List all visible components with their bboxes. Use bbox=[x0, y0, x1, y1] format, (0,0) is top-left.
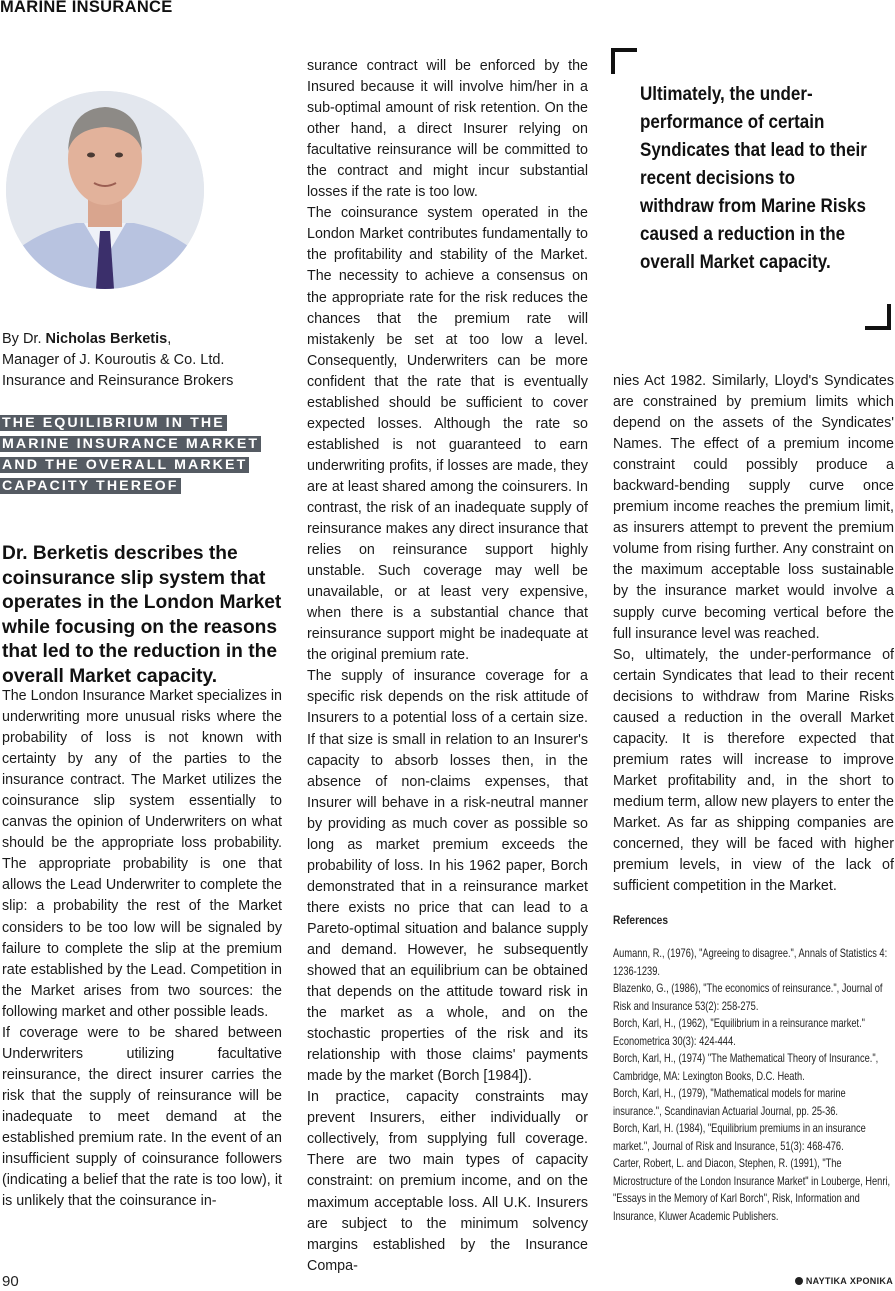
reference-item: Blazenko, G., (1986), "The economics of reinsurance.", Journal of Risk and Insurance 53(2): 258-275. bbox=[613, 982, 883, 1013]
author-role: Manager of J. Kouroutis & Co. Ltd. bbox=[2, 352, 225, 368]
page-number: 90 bbox=[2, 1273, 19, 1290]
reference-item: Borch, Karl, H., (1962), "Equilibrium in a reinsurance market." Econometrica 30(3): 424-444. bbox=[613, 1017, 865, 1048]
standfirst: Dr. Berketis describes the coinsurance slip system that operates in the London Market while focusing on the reasons that led to the reduction in the overall Market capacity. bbox=[2, 543, 282, 687]
reference-item: Borch, Karl, H., (1974) "The Mathematical Theory of Insurance.", Cambridge, MA: Lexington Books, D.C. Heath. bbox=[613, 1052, 879, 1083]
body-paragraph: nies Act 1982. Similarly, Lloyd's Syndicates are constrained by premium limits which depend on the assets of the Syndicates' Names. The effect of a premium income constraint could possibly produce a backward-bending supply curve once premium income reaches the premium limit, as insurers attempt to prevent the premium volume from rising further. Any constraint on the maximum acceptable loss sustainable by the insurance market would involve a supply curve becoming vertical before the full insurance level was reached. bbox=[613, 373, 894, 642]
section-heading-line: CAPACITY THEREOF bbox=[2, 478, 179, 494]
references bbox=[613, 913, 894, 1225]
reference-item: Aumann, R., (1976), "Agreeing to disagree.", Annals of Statistics 4: 1236-1239. bbox=[613, 947, 888, 978]
running-head: MARINE INSURANCE bbox=[0, 0, 173, 16]
body-paragraph: If coverage were to be shared between Underwriters utilizing facultative reinsurance, the direct insurer carries the risk that the supply of reinsurance will be inadequate to meet demand at the established premium rate. In the event of an insufficient supply of coinsurance followers (indicating a belief that the rate is too low), it is unlikely that the coinsurance in- bbox=[2, 1024, 282, 1210]
article-column-3 bbox=[613, 371, 894, 897]
body-paragraph: surance contract will be enforced by the Insured because it will involve him/her in a sub-optimal amount of risk retention. On the other hand, a direct Insurer relying on facultative reinsurance will be committed to the contract and might incur substantial losses if the rate is too low. bbox=[307, 58, 588, 201]
author-company: Insurance and Reinsurance Brokers bbox=[2, 373, 234, 389]
quote-corner-top-left bbox=[611, 48, 637, 74]
byline bbox=[2, 329, 233, 392]
author-portrait-illustration bbox=[6, 91, 204, 289]
pull-quote-text: Ultimately, the under-performance of certain Syndicates that lead to their recent decisions to withdraw from Marine Risks caused a reduction in the overall Market capacity. bbox=[640, 83, 867, 273]
section-heading-line: MARINE INSURANCE MARKET bbox=[2, 436, 260, 452]
reference-item: Carter, Robert, L. and Diacon, Stephen, R. (1991), "The Microstructure of the London Insurance Market" in Louberge, Henri, "Essays in the Memory of Karl Borch", Risk, Information and Insurance, Kluwer Academic Publishers. bbox=[613, 1157, 891, 1223]
article-column-1 bbox=[2, 686, 282, 1212]
brand-logo-icon bbox=[795, 1277, 803, 1285]
article-column-2 bbox=[307, 56, 588, 1277]
pull-quote bbox=[611, 48, 891, 330]
section-heading bbox=[0, 413, 282, 497]
body-paragraph: In practice, capacity constraints may prevent Insurers, either individually or collectively, from supplying full coverage. There are two main types of capacity constraint: on premium income, and on the maximum acceptable loss. All U.K. Insurers are subject to the minimum solvency margins established by the Insurance Compa- bbox=[307, 1089, 588, 1274]
references-heading: References bbox=[613, 913, 669, 927]
section-heading-line: AND THE OVERALL MARKET bbox=[2, 457, 248, 473]
author-name: Nicholas Berketis bbox=[45, 331, 168, 347]
body-paragraph: The supply of insurance coverage for a specific risk depends on the risk attitude of Insurers to a potential loss of a certain size. If that size is small in relation to an Insurer's capacity to absorb losses then, in the absence of non-claims expenses, that Insurer will behave in a risk-neutral manner by providing as much cover as possible so long as market premium exceeds the probability of loss. In his 1962 paper, Borch demonstrated that in a reinsurance market there exists no price that can lead to a Pareto-optimal situation and balance supply and demand. However, he subsequently showed that an equilibrium can be obtained that depends on the attitude toward risk in the market as a whole, and on the stochastic properties of the risk and its relationship with those claims' payments made by the market (Borch [1984]). bbox=[307, 668, 588, 1085]
footer-brand-text: ΝΑΥΤΙΚΑ ΧΡΟΝΙΚΑ bbox=[805, 1276, 893, 1286]
quote-corner-bottom-right bbox=[865, 304, 891, 330]
body-paragraph: The London Insurance Market specializes in underwriting more unusual risks where the probability of loss is not known with certainty by any of the parties to the insurance contract. The Market utilizes the coinsurance slip system essentially to canvas the opinion of Underwriters on what should be the appropriate loss probability. The appropriate probability is one that allows the Lead Underwriter to complete the slip: a probability the rest of the Market considers to be too low will be signaled by failure to complete the slip at the premium rate established by the Lead. Competition in the Market arises from two sources: the following market and other possible leads. bbox=[2, 688, 282, 1020]
author-portrait bbox=[6, 91, 204, 289]
byline-suffix: , bbox=[167, 331, 172, 347]
section-heading-line: THE EQUILIBRIUM IN THE bbox=[2, 415, 225, 431]
reference-item: Borch, Karl, H., (1979), "Mathematical models for marine insurance.", Scandinavian Actuarial Journal, pp. 25-36. bbox=[613, 1087, 846, 1118]
footer-brand bbox=[795, 1276, 893, 1286]
byline-prefix: By Dr. bbox=[2, 331, 46, 347]
body-paragraph: The coinsurance system operated in the London Market contributes fundamentally to the profitability and stability of the Market. The necessity to achieve a consensus on the appropriate rate for the risk reduces the chances that the premium rate will mistakenly be set at too low a level. Consequently, Underwriters can be more confident that the rate that is eventually established should be sufficient to cover expected losses. Although the rate so established is not guaranteed to earn underwriting profits, if losses are made, they are at least shared among the coinsurers. In contrast, the risk of an inadequate supply of reinsurance makes any direct insurance that relies on reinsurance support highly unstable. Such coverage may well be unavailable, or at least very expensive, when there is a substantial chance that reinsurance support might be inadequate at the original premium rate. bbox=[307, 205, 588, 664]
references-list bbox=[613, 945, 894, 1225]
body-paragraph: So, ultimately, the under-performance of certain Syndicates that lead to their recent decisions to withdraw from Marine Risks caused a reduction in the overall Market capacity. It is therefore expected that premium rates will increase to improve Market profitability and, in the short to medium term, allow new players to enter the Market. As far as shipping companies are concerned, they will be faced with higher premium levels, in view of the lack of sufficient competition in the Market. bbox=[613, 646, 894, 895]
byline-author-line bbox=[2, 329, 233, 350]
reference-item: Borch, Karl, H. (1984), "Equilibrium premiums in an insurance market.", Journal of Risk and Insurance, 51(3): 468-476. bbox=[613, 1122, 866, 1153]
